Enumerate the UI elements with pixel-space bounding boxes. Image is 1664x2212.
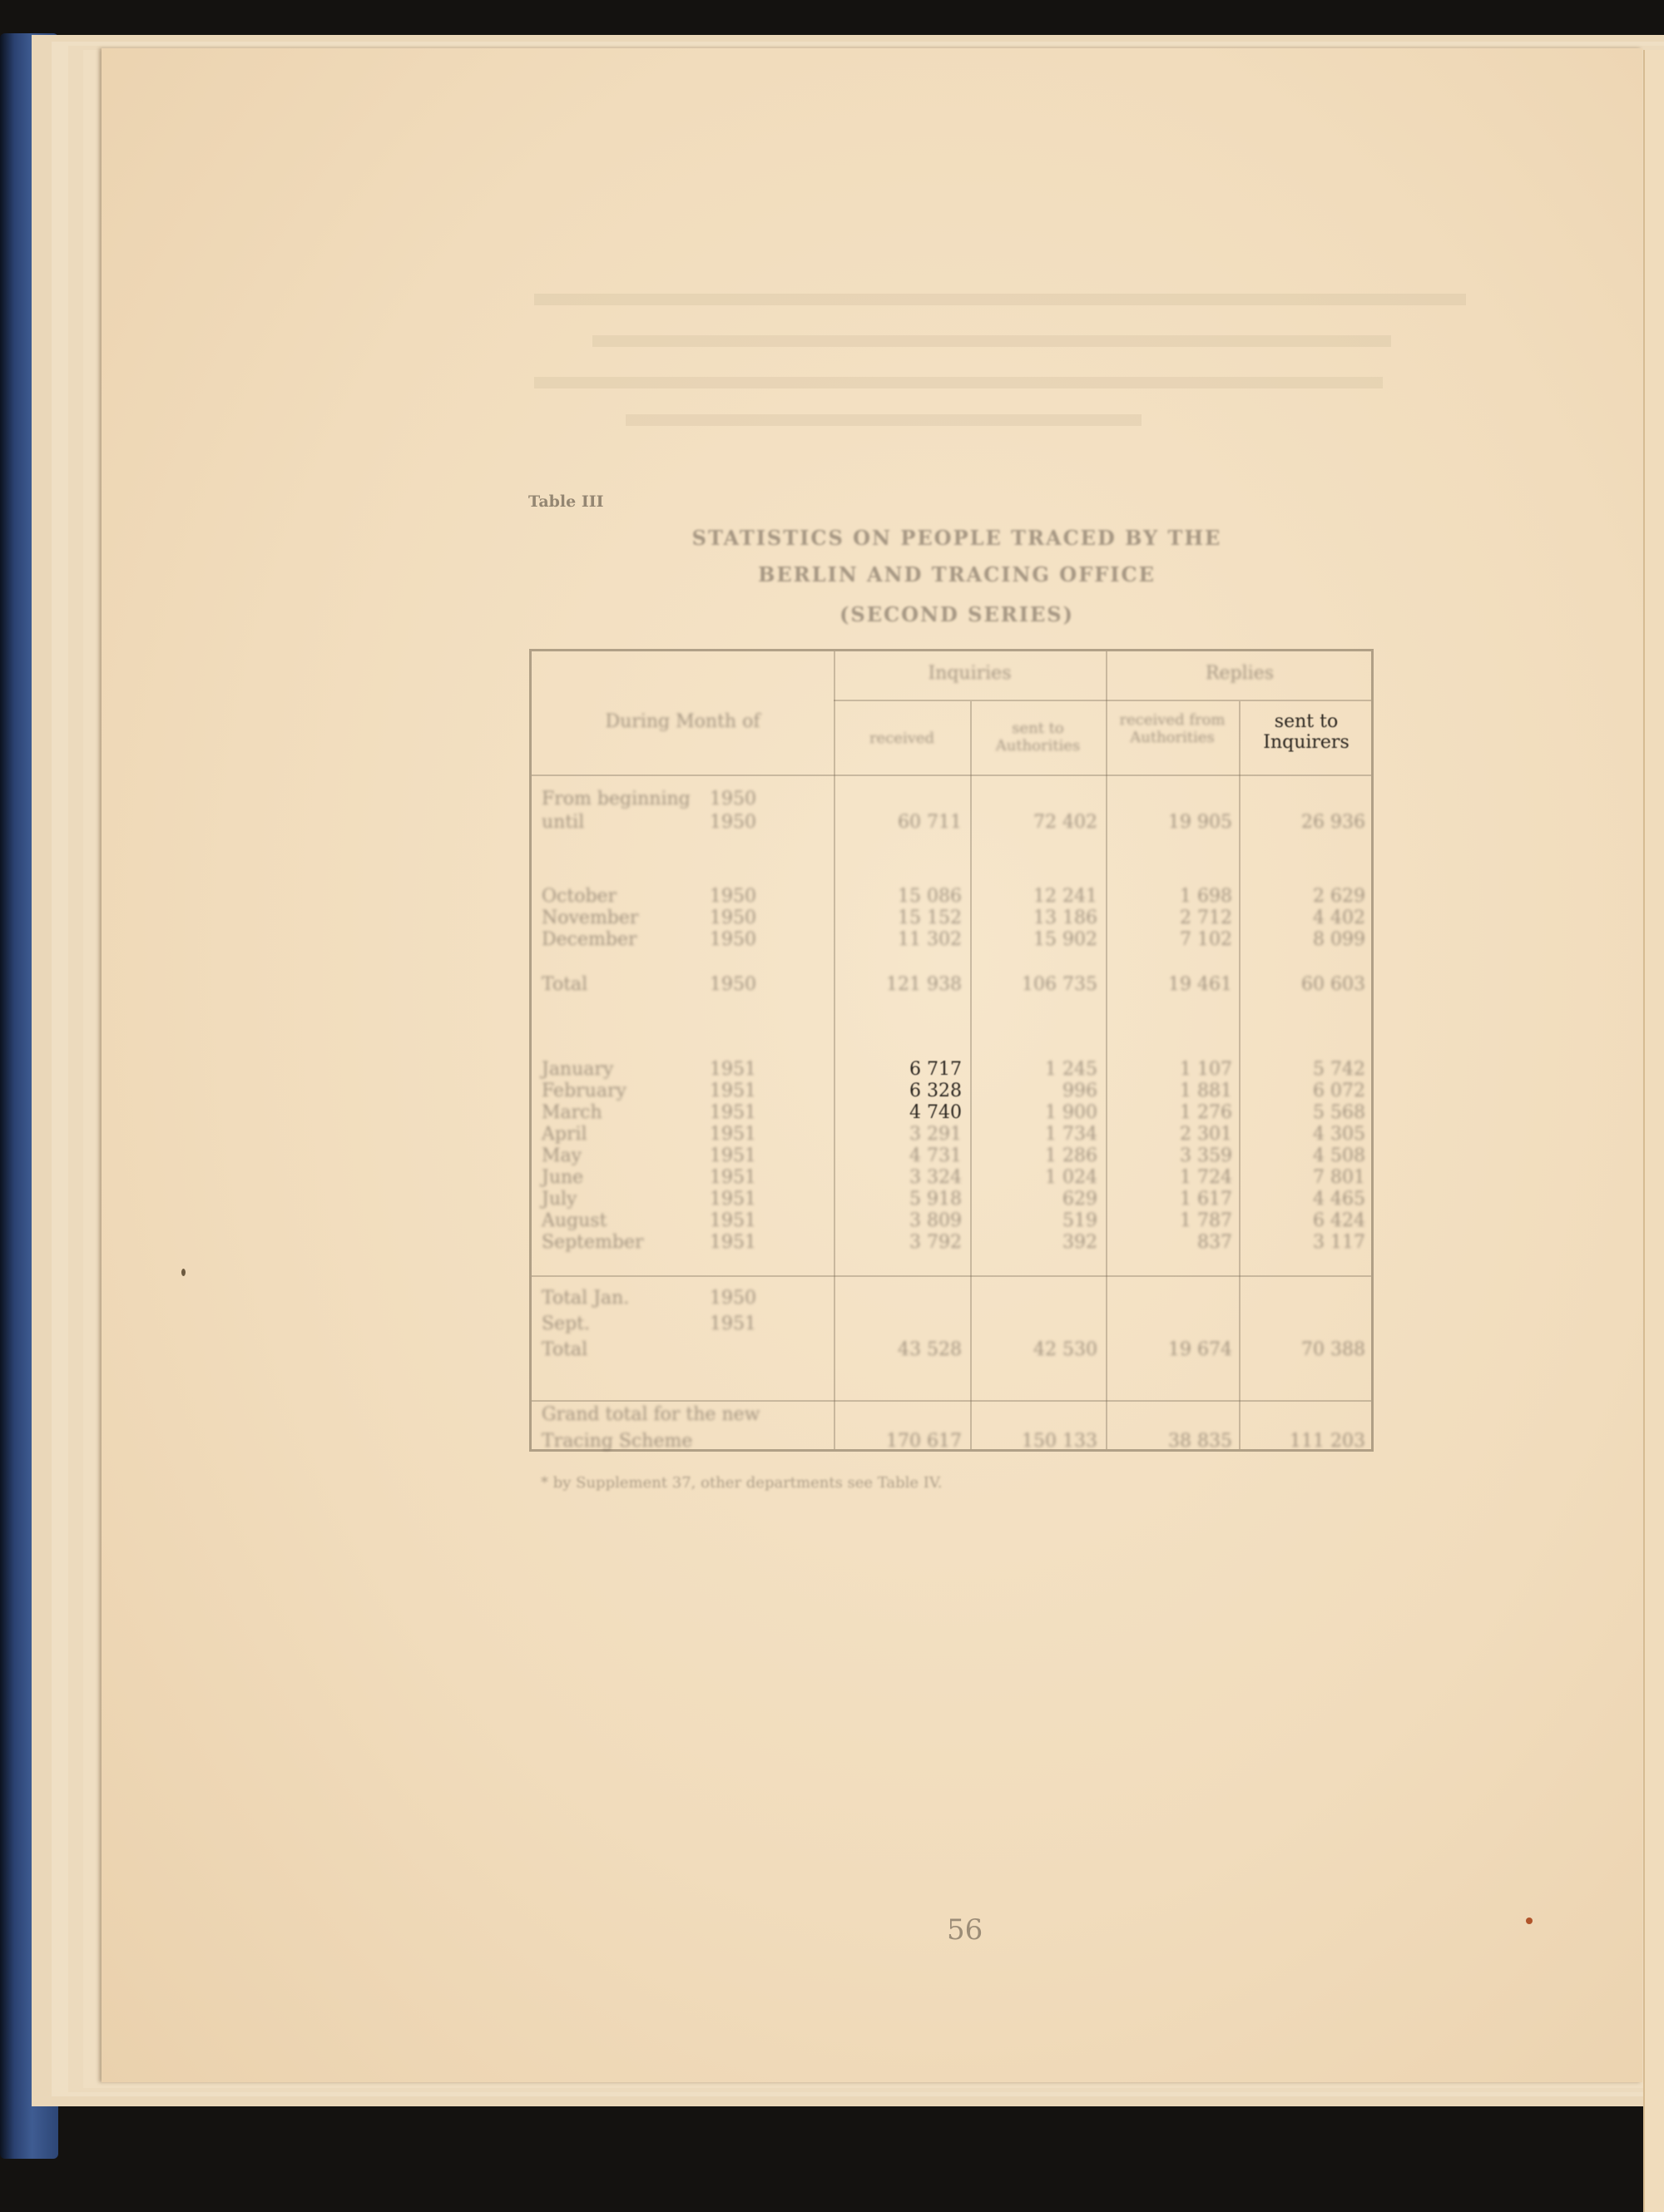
table-cell-value: 170 617 xyxy=(886,1431,962,1452)
table-cell-value: 43 528 xyxy=(898,1339,962,1360)
row-year: 1951 xyxy=(710,1146,756,1166)
header-col-received-authorities: received from Authorities xyxy=(1119,711,1226,746)
table-cell-value: 6 328 xyxy=(909,1081,962,1101)
table-cell-value: 392 xyxy=(1062,1232,1097,1253)
row-month-label: June xyxy=(542,1167,584,1188)
table-cell-value: 70 388 xyxy=(1301,1339,1365,1360)
header-group-inquiries: Inquiries xyxy=(928,663,1012,684)
page-number: 56 xyxy=(947,1913,983,1947)
table-cell-value: 1 245 xyxy=(1045,1059,1097,1080)
header-rule xyxy=(834,700,1371,701)
table-cell-value: 3 792 xyxy=(909,1232,962,1253)
section-rule xyxy=(532,1400,1371,1402)
table-cell-value: 1 276 xyxy=(1180,1102,1232,1123)
row-month-label: September xyxy=(542,1232,644,1253)
table-cell-value: 3 359 xyxy=(1180,1146,1232,1166)
table-cell-value: 3 809 xyxy=(909,1210,962,1231)
show-through-text xyxy=(592,335,1391,347)
facing-page-edge xyxy=(1643,50,1664,2212)
table-cell-value: 7 801 xyxy=(1313,1167,1365,1188)
column-divider xyxy=(834,651,835,1449)
row-month-label: May xyxy=(542,1146,582,1166)
table-cell-value: 19 905 xyxy=(1168,812,1232,833)
table-cell-value: 1 900 xyxy=(1045,1102,1097,1123)
row-year: 1951 xyxy=(710,1059,756,1080)
table-cell-value: 2 712 xyxy=(1180,908,1232,928)
table-cell-value: 519 xyxy=(1062,1210,1097,1231)
table-cell-value: 996 xyxy=(1062,1081,1097,1101)
table-cell-value: 11 302 xyxy=(898,929,962,950)
table-cell-value: 60 603 xyxy=(1301,974,1365,995)
show-through-text xyxy=(534,294,1466,305)
table-cell-value: 3 291 xyxy=(909,1124,962,1145)
row-month-label: Grand total for the new xyxy=(542,1404,760,1425)
row-year: 1950 xyxy=(710,812,756,833)
table-cell-value: 13 186 xyxy=(1033,908,1097,928)
row-month-label: December xyxy=(542,929,637,950)
table-cell-value: 6 717 xyxy=(909,1059,962,1080)
row-month-label: Total xyxy=(542,1339,588,1360)
show-through-text xyxy=(534,377,1383,388)
row-year: 1950 xyxy=(710,974,756,995)
table-cell-value: 26 936 xyxy=(1301,812,1365,833)
table-cell-value: 15 152 xyxy=(898,908,962,928)
table-cell-value: 106 735 xyxy=(1022,974,1097,995)
row-year: 1951 xyxy=(710,1167,756,1188)
table-cell-value: 8 099 xyxy=(1313,929,1365,950)
table-cell-value: 2 301 xyxy=(1180,1124,1232,1145)
row-month-label: until xyxy=(542,812,585,833)
row-year: 1951 xyxy=(710,1102,756,1123)
table-title-line: BERLIN AND TRACING OFFICE xyxy=(758,562,1156,586)
footnote: * by Supplement 37, other departments see Table IV. xyxy=(541,1474,943,1492)
section-rule xyxy=(532,1275,1371,1277)
row-month-label: August xyxy=(542,1210,607,1231)
table-cell-value: 72 402 xyxy=(1033,812,1097,833)
row-month-label: Tracing Scheme xyxy=(542,1431,693,1452)
table-cell-value: 42 530 xyxy=(1033,1339,1097,1360)
table-cell-value: 4 465 xyxy=(1313,1189,1365,1210)
header-group-replies: Replies xyxy=(1205,663,1275,684)
table-cell-value: 4 305 xyxy=(1313,1124,1365,1145)
row-month-label: Total Jan. xyxy=(542,1288,630,1309)
table-cell-value: 3 117 xyxy=(1313,1232,1365,1253)
row-year: 1951 xyxy=(710,1232,756,1253)
table-cell-value: 1 724 xyxy=(1180,1167,1232,1188)
table-cell-value: 1 107 xyxy=(1180,1059,1232,1080)
table-cell-value: 60 711 xyxy=(898,812,962,833)
show-through-text xyxy=(626,414,1142,426)
table-cell-value: 5 918 xyxy=(909,1189,962,1210)
table-cell-value: 1 286 xyxy=(1045,1146,1097,1166)
row-year: 1951 xyxy=(710,1124,756,1145)
table-cell-value: 111 203 xyxy=(1290,1431,1365,1452)
table-cell-value: 5 568 xyxy=(1313,1102,1365,1123)
table-cell-value: 2 629 xyxy=(1313,886,1365,907)
table-cell-value: 5 742 xyxy=(1313,1059,1365,1080)
row-year: 1951 xyxy=(710,1314,756,1334)
table-cell-value: 4 731 xyxy=(909,1146,962,1166)
row-month-label: November xyxy=(542,908,639,928)
table-cell-value: 4 740 xyxy=(909,1102,962,1123)
table-cell-value: 7 102 xyxy=(1180,929,1232,950)
statistics-table xyxy=(529,649,1374,1452)
table-cell-value: 150 133 xyxy=(1022,1431,1097,1452)
table-cell-value: 837 xyxy=(1197,1232,1232,1253)
table-cell-value: 3 324 xyxy=(909,1167,962,1188)
table-cell-value: 121 938 xyxy=(886,974,962,995)
row-year: 1950 xyxy=(710,929,756,950)
row-year: 1950 xyxy=(710,789,756,809)
row-month-label: March xyxy=(542,1102,602,1123)
header-rule xyxy=(532,774,1371,776)
table-cell-value: 12 241 xyxy=(1033,886,1097,907)
paper-speck xyxy=(181,1269,186,1276)
table-title-line: (SECOND SERIES) xyxy=(839,602,1074,626)
table-label: Table III xyxy=(528,492,604,511)
row-month-label: From beginning xyxy=(542,789,691,809)
row-year: 1951 xyxy=(710,1210,756,1231)
row-month-label: Sept. xyxy=(542,1314,591,1334)
row-year: 1950 xyxy=(710,908,756,928)
row-year: 1950 xyxy=(710,886,756,907)
table-cell-value: 6 424 xyxy=(1313,1210,1365,1231)
table-cell-value: 15 086 xyxy=(898,886,962,907)
table-cell-value: 4 402 xyxy=(1313,908,1365,928)
table-cell-value: 6 072 xyxy=(1313,1081,1365,1101)
row-year: 1950 xyxy=(710,1288,756,1309)
row-month-label: April xyxy=(542,1124,587,1145)
table-cell-value: 19 461 xyxy=(1168,974,1232,995)
table-cell-value: 1 698 xyxy=(1180,886,1232,907)
row-month-label: Total xyxy=(542,974,588,995)
row-year: 1951 xyxy=(710,1189,756,1210)
table-cell-value: 1 734 xyxy=(1045,1124,1097,1145)
header-col-sent-authorities: sent to Authorities xyxy=(995,720,1081,755)
table-cell-value: 1 881 xyxy=(1180,1081,1232,1101)
header-row-label: During Month of xyxy=(605,711,760,732)
row-month-label: January xyxy=(542,1059,614,1080)
table-cell-value: 629 xyxy=(1062,1189,1097,1210)
paper-speck xyxy=(1526,1918,1533,1924)
table-title-line: STATISTICS ON PEOPLE TRACED BY THE xyxy=(691,526,1222,550)
row-month-label: July xyxy=(542,1189,577,1210)
table-cell-value: 1 024 xyxy=(1045,1167,1097,1188)
table-cell-value: 38 835 xyxy=(1168,1431,1232,1452)
column-divider xyxy=(970,701,972,1449)
row-month-label: February xyxy=(542,1081,626,1101)
row-year: 1951 xyxy=(710,1081,756,1101)
table-cell-value: 1 617 xyxy=(1180,1189,1232,1210)
table-cell-value: 4 508 xyxy=(1313,1146,1365,1166)
table-cell-value: 1 787 xyxy=(1180,1210,1232,1231)
column-divider xyxy=(1106,651,1107,1449)
table-cell-value: 15 902 xyxy=(1033,929,1097,950)
header-col-received: received xyxy=(869,730,935,747)
row-month-label: October xyxy=(542,886,617,907)
table-cell-value: 19 674 xyxy=(1168,1339,1232,1360)
header-col-sent-inquirers: sent to Inquirers xyxy=(1263,711,1350,753)
